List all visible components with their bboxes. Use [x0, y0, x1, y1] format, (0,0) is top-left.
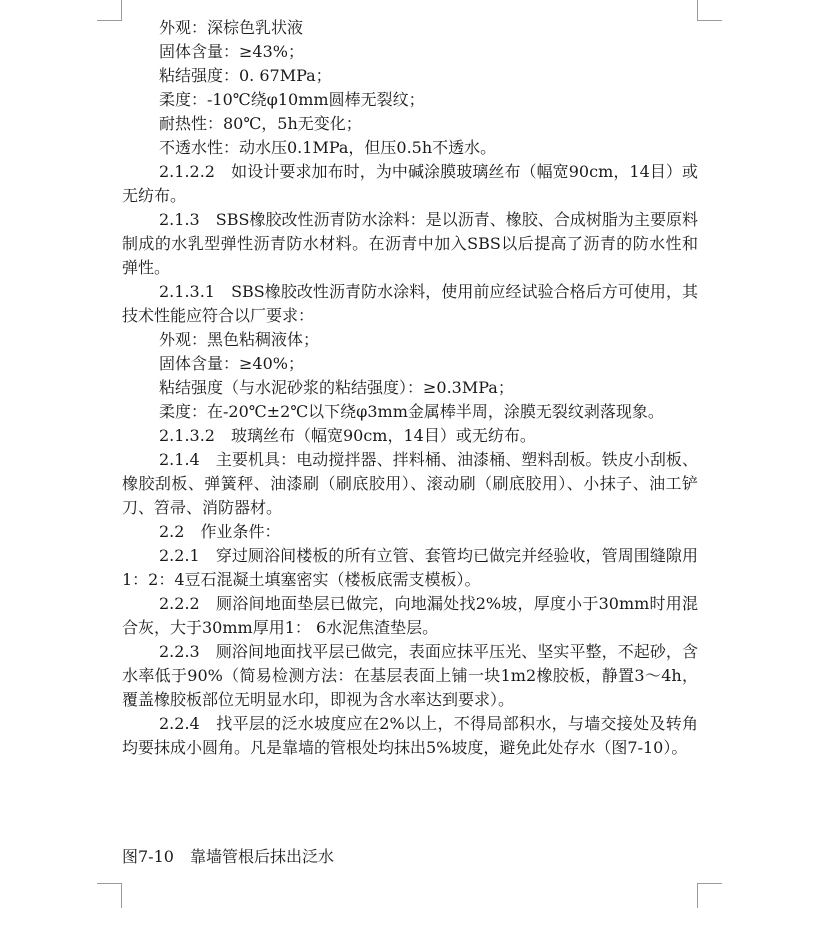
paragraph: 2.2 作业条件：	[159, 522, 281, 541]
paragraph: 不透水性：动水压0.1MPa，但压0.5h不透水。	[159, 138, 497, 157]
page-corner-mark-top-right	[697, 0, 722, 21]
paragraph: 粘结强度（与水泥砂浆的粘结强度）：≥0.3MPa；	[159, 378, 514, 397]
paragraph: 外观：黑色粘稠液体；	[159, 330, 320, 349]
paragraph: 2.1.3.2 玻璃丝布（幅宽90cm，14目）或无纺布。	[159, 426, 536, 445]
paragraph: 柔度：-10℃绕φ10mm圆棒无裂纹；	[159, 90, 425, 109]
paragraph: 2.2.4 找平层的泛水坡度应在2%以上，不得局部积水，与墙交接处及转角均要抹成小圆角。凡是靠墙的管根处均抹出5%坡度，避免此处存水（图7-10）。	[122, 714, 698, 757]
paragraph: 柔度：在-20℃±2℃以下绕φ3mm金属棒半周，涂膜无裂纹剥落现象。	[159, 402, 664, 421]
paragraph: 2.1.3.1 SBS橡胶改性沥青防水涂料，使用前应经试验合格后方可使用，其技术性能应符合以厂要求：	[122, 282, 698, 325]
body-text	[122, 16, 698, 760]
page-corner-mark-bottom-left	[97, 883, 122, 908]
page-corner-mark-bottom-right	[697, 883, 722, 908]
paragraph: 2.1.2.2 如设计要求加布时，为中碱涂膜玻璃丝布（幅宽90cm，14目）或无纺布。	[122, 162, 698, 205]
paragraph: 2.2.3 厕浴间地面找平层已做完，表面应抹平压光、坚实平整，不起砂，含水率低于90%（简易检测方法：在基层表面上铺一块1m2橡胶板，静置3～4h，覆盖橡胶板部位无明显水印，即视为含水率达到要求）。	[122, 642, 698, 709]
paragraph: 固体含量：≥40%；	[159, 354, 304, 373]
paragraph: 2.1.4 主要机具：电动搅拌器、拌料桶、油漆桶、塑料刮板。铁皮小刮板、橡胶刮板、弹簧秤、油漆刷（刷底胶用）、滚动刷（刷底胶用）、小抹子、油工铲刀、笤帚、消防器材。	[122, 450, 698, 517]
page-corner-mark-top-left	[97, 0, 122, 21]
paragraph: 耐热性：80℃，5h无变化；	[159, 114, 362, 133]
figure-caption: 图7-10 靠墙管根后抹出泛水	[122, 847, 334, 866]
paragraph: 固体含量：≥43%；	[159, 42, 304, 61]
paragraph: 2.2.1 穿过厕浴间楼板的所有立管、套管均已做完并经验收，管周围缝隙用1：2：4豆石混凝土填塞密实（楼板底需支模板）。	[122, 546, 698, 589]
paragraph: 2.2.2 厕浴间地面垫层已做完，向地漏处找2%坡，厚度小于30mm时用混合灰，大于30mm厚用1： 6水泥焦渣垫层。	[122, 594, 698, 637]
paragraph: 外观：深棕色乳状液	[159, 18, 304, 37]
paragraph: 2.1.3 SBS橡胶改性沥青防水涂料：是以沥青、橡胶、合成树脂为主要原料制成的水乳型弹性沥青防水材料。在沥青中加入SBS以后提高了沥青的防水性和弹性。	[122, 210, 698, 277]
paragraph: 粘结强度：0. 67MPa；	[159, 66, 332, 85]
